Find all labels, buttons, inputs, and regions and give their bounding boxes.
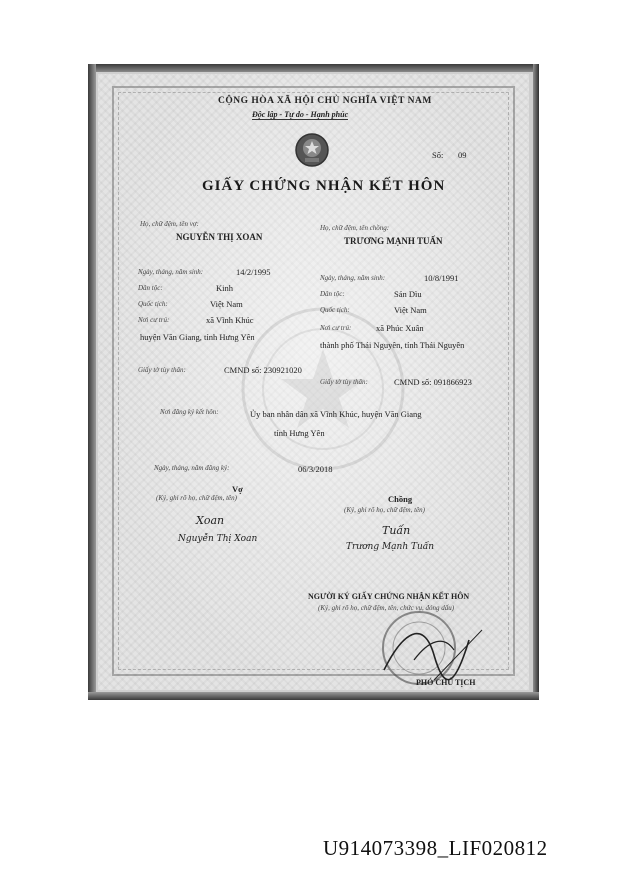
wife-nationality: Việt Nam (210, 299, 243, 309)
number-value: 09 (458, 150, 467, 160)
husband-residence-line1: xã Phúc Xuân (376, 323, 424, 333)
registration-date-label: Ngày, tháng, năm đăng ký: (154, 464, 230, 472)
husband-residence-label: Nơi cư trú: (320, 324, 352, 332)
scan-shadow-top (88, 64, 539, 72)
husband-signature-title: Chồng (388, 494, 413, 504)
wife-residence-line1: xã Vĩnh Khúc (206, 315, 254, 325)
wife-signature-hint: (Ký, ghi rõ họ, chữ đệm, tên) (156, 494, 237, 502)
registration-place-line1: Ủy ban nhân dân xã Vĩnh Khúc, huyện Văn Giang (250, 409, 422, 419)
document-title: GIẤY CHỨNG NHẬN KẾT HÔN (202, 178, 446, 194)
husband-name: TRƯƠNG MẠNH TUẤN (344, 236, 443, 246)
official-stamp-icon (374, 600, 484, 690)
number-label: Số: (432, 150, 444, 160)
husband-residence-line2: thành phố Thái Nguyên, tỉnh Thái Nguyên (320, 340, 465, 350)
husband-ethnicity-label: Dân tộc: (320, 290, 345, 298)
registration-date: 06/3/2018 (298, 464, 333, 474)
certificate-paper (98, 74, 529, 690)
scan-shadow-right (533, 64, 539, 700)
wife-ethnicity: Kinh (216, 283, 233, 293)
husband-id-label: Giấy tờ tùy thân: (320, 378, 368, 386)
scan-shadow-bottom (88, 692, 539, 700)
wife-ethnicity-label: Dân tộc: (138, 284, 163, 292)
wife-id-value: CMND số: 230921020 (224, 365, 302, 375)
husband-dob: 10/8/1991 (424, 273, 459, 283)
husband-nationality: Việt Nam (394, 305, 427, 315)
scan-shadow-left (88, 64, 96, 700)
husband-signature-hint: (Ký, ghi rõ họ, chữ đệm, tên) (344, 506, 425, 514)
registration-place-label: Nơi đăng ký kết hôn: (160, 408, 219, 416)
wife-residence-line2: huyện Văn Giang, tỉnh Hưng Yên (140, 332, 255, 342)
national-emblem-icon (294, 132, 330, 168)
husband-printed-name: Trương Mạnh Tuấn (346, 542, 435, 552)
wife-signature: Xoan (196, 514, 225, 527)
reference-code: U914073398_LIF020812 (323, 836, 548, 860)
husband-dob-label: Ngày, tháng, năm sinh: (320, 274, 386, 282)
official-hint: (Ký, ghi rõ họ, chữ đệm, tên, chức vụ, đóng dấu) (318, 604, 455, 612)
wife-dob-label: Ngày, tháng, năm sinh: (138, 268, 204, 276)
wife-dob: 14/2/1995 (236, 267, 271, 277)
husband-id-value: CMND số: 091866923 (394, 377, 472, 387)
husband-nationality-label: Quốc tịch: (320, 306, 350, 314)
wife-nationality-label: Quốc tịch: (138, 300, 168, 308)
official-title: NGƯỜI KÝ GIẤY CHỨNG NHẬN KẾT HÔN (308, 592, 470, 601)
husband-signature: Tuấn (382, 524, 411, 537)
wife-residence-label: Nơi cư trú: (138, 316, 170, 324)
husband-name-label: Họ, chữ đệm, tên chồng: (320, 224, 390, 232)
official-role: PHÓ CHỦ TỊCH (416, 678, 476, 687)
wife-signature-title: Vợ (232, 484, 243, 494)
scanned-certificate (88, 64, 539, 700)
husband-ethnicity: Sán Dìu (394, 289, 422, 299)
registration-place-line2: tỉnh Hưng Yên (274, 428, 325, 438)
wife-printed-name: Nguyễn Thị Xoan (178, 534, 258, 544)
motto: Độc lập - Tự do - Hạnh phúc (252, 110, 349, 119)
wife-id-label: Giấy tờ tùy thân: (138, 366, 186, 374)
national-title: CỘNG HÒA XÃ HỘI CHỦ NGHĨA VIỆT NAM (218, 96, 432, 106)
wife-name: NGUYỄN THỊ XOAN (176, 232, 263, 242)
wife-name-label: Họ, chữ đệm, tên vợ: (140, 220, 199, 228)
